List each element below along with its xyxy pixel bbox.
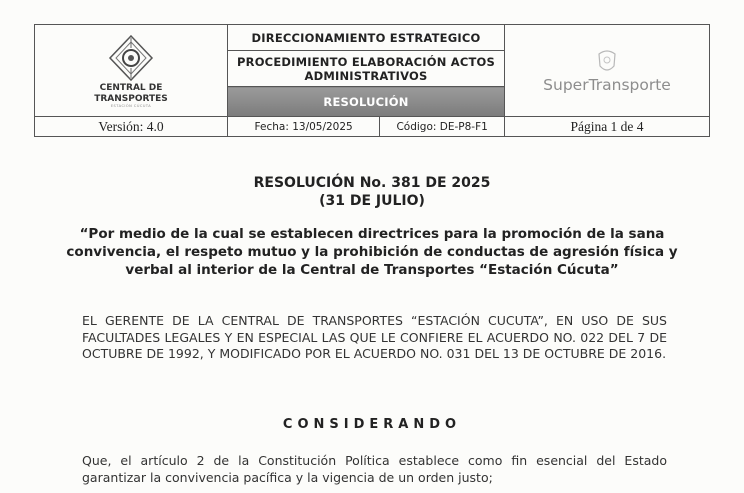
header-resolucion: RESOLUCIÓN (228, 87, 505, 117)
header-procedimiento: PROCEDIMIENTO ELABORACIÓN ACTOS ADMINISTRATIVOS (228, 51, 505, 87)
supertransporte-logo: SuperTransporte (543, 75, 671, 94)
logo-name-line2: TRANSPORTES (94, 93, 168, 104)
header-pagina: Página 1 de 4 (505, 117, 710, 137)
diamond-emblem-icon (108, 34, 154, 82)
logo-name-line1: CENTRAL DE (99, 82, 163, 93)
resolution-date: (31 DE JULIO) (319, 193, 425, 209)
coat-of-arms-icon (595, 48, 619, 76)
considerando-heading: CONSIDERANDO (282, 417, 462, 432)
resolution-subject: “Por medio de la cual se establecen directrices para la promoción de la sana convivencia, el respeto mutuo y la prohibición de conductas de agresión física y verbal al interior de la Central de Transportes “Estación Cúcuta” (66, 226, 678, 278)
preamble-paragraph: EL GERENTE DE LA CENTRAL DE TRANSPORTES “ESTACIÓN CUCUTA”, EN USO DE SUS FACULTADES LEGALES Y EN ESPECIAL LAS QUE LE CONFIERE EL ACUERDO NO. 022 DEL 7 DE OCTUBRE DE 1992, Y MODIFICADO POR EL ACUERDO NO. 031 DEL 13 DE OCTUBRE DE 2016. (82, 313, 667, 362)
document-header-table (34, 24, 710, 137)
logo-cell (35, 25, 228, 117)
central-transportes-logo (35, 34, 227, 108)
header-codigo: Código: DE-P8-F1 (396, 120, 488, 133)
considerando-paragraph-1: Que, el artículo 2 de la Constitución Política establece como fin esencial del Estado garantizar la convivencia pacífica y la vigencia de un orden justo; (82, 453, 667, 485)
supertransporte-cell (505, 25, 710, 117)
header-direccionamiento: DIRECCIONAMIENTO ESTRATEGICO (228, 25, 505, 51)
header-version: Versión: 4.0 (35, 117, 228, 137)
header-fecha: Fecha: 13/05/2025 (228, 117, 380, 136)
resolution-number: RESOLUCIÓN No. 381 DE 2025 (253, 175, 491, 191)
logo-tagline: ESTACIÓN CÚCUTA (110, 103, 152, 108)
